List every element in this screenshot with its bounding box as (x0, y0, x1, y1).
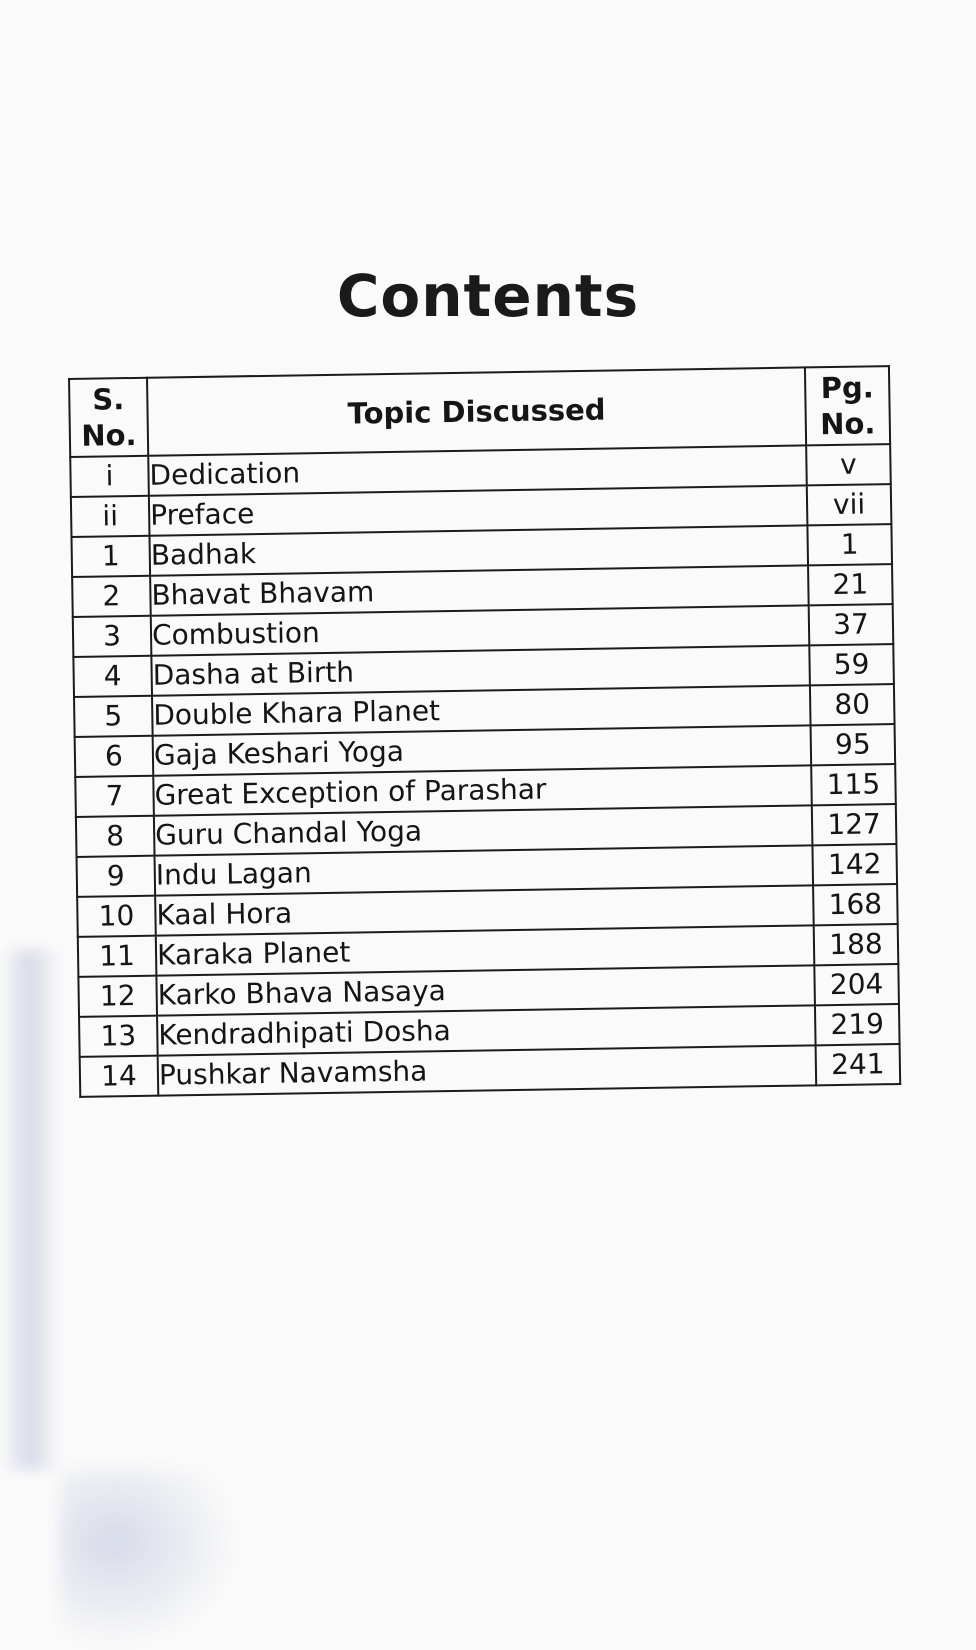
row-page-number: 80 (810, 684, 895, 725)
row-page-number: 21 (808, 564, 893, 605)
row-topic: Indu Lagan (155, 845, 814, 895)
page-edge-shadow (0, 950, 60, 1470)
row-serial-number: 12 (78, 976, 157, 1017)
row-serial-number: i (70, 456, 149, 497)
header-topic: Topic Discussed (147, 367, 806, 455)
thumb-shadow (60, 1470, 240, 1650)
row-page-number: 188 (814, 924, 899, 965)
row-page-number: 115 (811, 764, 896, 805)
row-topic: Preface (149, 485, 808, 535)
row-page-number: 59 (809, 644, 894, 685)
table-header-row (69, 366, 890, 457)
contents-table (68, 365, 901, 1098)
row-topic: Bhavat Bhavam (150, 565, 809, 615)
row-serial-number: 7 (75, 776, 154, 817)
row-serial-number: 8 (76, 816, 155, 857)
row-page-number: 204 (814, 964, 899, 1005)
row-topic: Gaja Keshari Yoga (153, 725, 812, 775)
row-page-number: 168 (813, 884, 898, 925)
row-serial-number: 4 (73, 656, 152, 697)
row-topic: Dedication (148, 445, 807, 495)
row-serial-number: 2 (72, 576, 151, 617)
row-serial-number: 11 (78, 936, 157, 977)
row-serial-number: 14 (80, 1056, 159, 1097)
row-topic: Combustion (151, 605, 810, 655)
row-topic: Pushkar Navamsha (158, 1045, 817, 1095)
row-serial-number: 6 (75, 736, 154, 777)
page-title: Contents (336, 262, 640, 330)
row-topic: Dasha at Birth (151, 645, 810, 695)
row-page-number: 1 (807, 524, 892, 565)
row-topic: Double Khara Planet (152, 685, 811, 735)
row-page-number: 127 (812, 804, 897, 845)
row-topic: Karko Bhava Nasaya (156, 965, 815, 1015)
row-page-number: v (806, 444, 891, 485)
row-topic: Kendradhipati Dosha (157, 1005, 816, 1055)
row-page-number: 37 (809, 604, 894, 645)
row-serial-number: 9 (77, 856, 156, 897)
row-serial-number: 5 (74, 696, 153, 737)
row-page-number: 142 (812, 844, 897, 885)
row-serial-number: 1 (71, 536, 150, 577)
row-topic: Karaka Planet (156, 925, 815, 975)
row-topic: Badhak (149, 525, 808, 575)
row-serial-number: ii (71, 496, 150, 537)
row-serial-number: 3 (73, 616, 152, 657)
row-serial-number: 10 (77, 896, 156, 937)
row-page-number: 95 (811, 724, 896, 765)
header-serial-number: S. No. (69, 378, 148, 457)
row-page-number: vii (807, 484, 892, 525)
row-topic: Kaal Hora (155, 885, 814, 935)
row-page-number: 241 (816, 1044, 901, 1085)
row-topic: Great Exception of Parashar (153, 765, 812, 815)
row-page-number: 219 (815, 1004, 900, 1045)
contents-table-container (68, 365, 901, 1098)
header-page-number: Pg. No. (805, 366, 890, 445)
row-topic: Guru Chandal Yoga (154, 805, 813, 855)
row-serial-number: 13 (79, 1016, 158, 1057)
